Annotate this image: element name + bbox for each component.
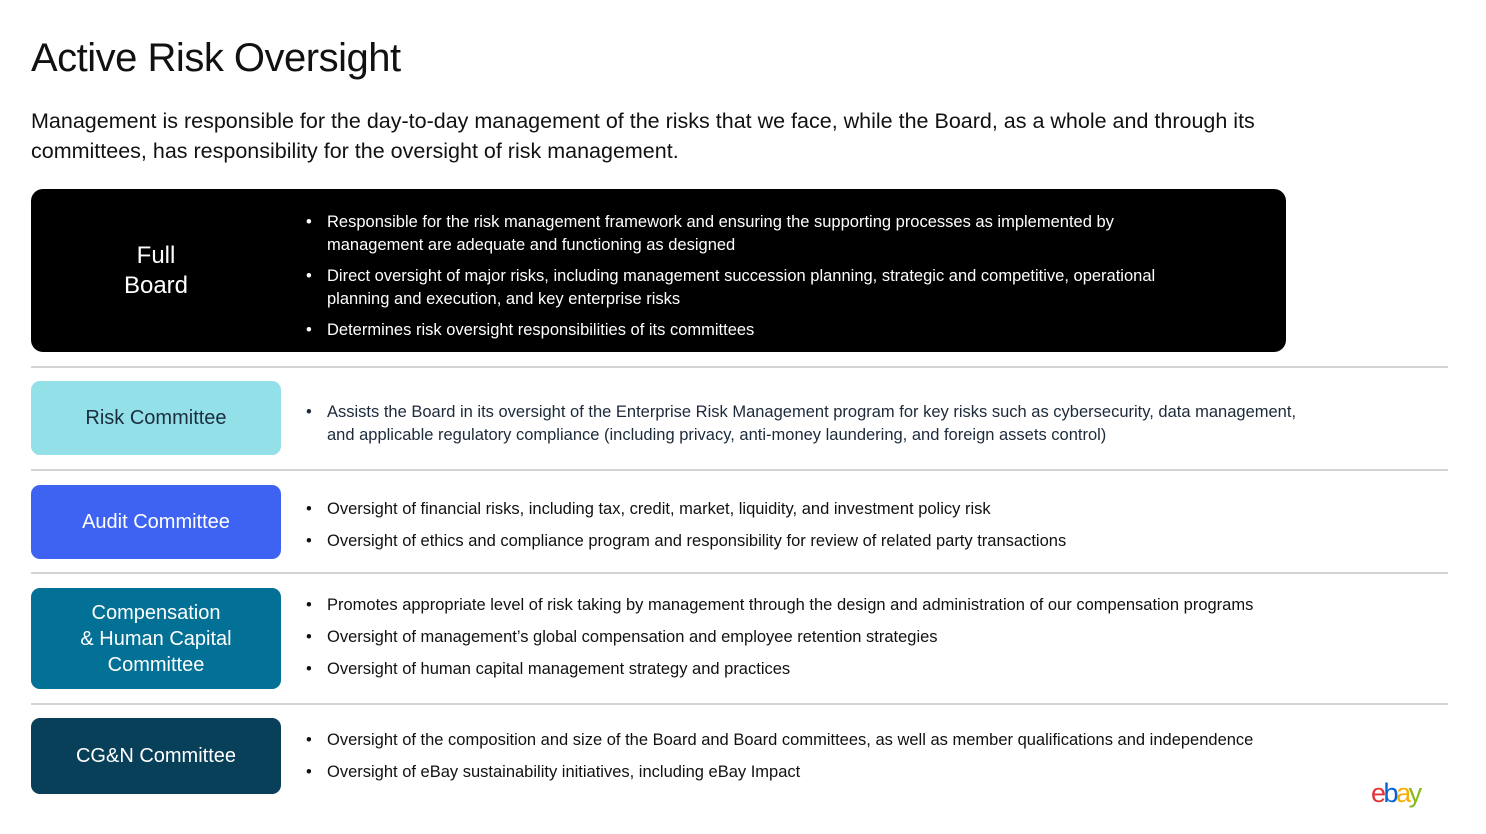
bullet-item: • Direct oversight of major risks, including management succession planning, strategic and competitive, operational planning and execution, and key enterprise risks bbox=[301, 265, 1201, 310]
bullet-item: • Determines risk oversight responsibilities of its committees bbox=[301, 319, 1201, 342]
logo-letter: e bbox=[1371, 778, 1384, 808]
bullet-item: • Oversight of ethics and compliance program and responsibility for review of related party transactions bbox=[301, 530, 1301, 553]
compensation-committee-badge: Compensation & Human Capital Committee bbox=[31, 588, 281, 689]
ebay-logo bbox=[1371, 778, 1420, 809]
logo-letter: b bbox=[1383, 778, 1397, 808]
cgn-committee-bullets bbox=[301, 729, 1301, 793]
intro-paragraph: Management is responsible for the day-to-day management of the risks that we face, while the Board, as a whole and through its committees, has responsibility for the oversight of risk management. bbox=[31, 109, 1255, 163]
bullet-item: • Responsible for the risk management framework and ensuring the supporting processes as implemented by management are adequate and functioning as designed bbox=[301, 211, 1201, 256]
compensation-committee-bullets bbox=[301, 594, 1301, 690]
risk-committee-badge: Risk Committee bbox=[31, 381, 281, 455]
full-board-panel bbox=[31, 189, 1286, 352]
bullet-item: • Promotes appropriate level of risk taking by management through the design and administration of our compensation programs bbox=[301, 594, 1301, 617]
bullet-item: • Oversight of financial risks, including tax, credit, market, liquidity, and investment policy risk bbox=[301, 498, 1301, 521]
bullet-item: • Oversight of human capital management strategy and practices bbox=[301, 658, 1301, 681]
row-divider bbox=[31, 366, 1448, 368]
logo-letter: y bbox=[1408, 778, 1420, 808]
row-divider bbox=[31, 572, 1448, 574]
cgn-committee-badge: CG&N Committee bbox=[31, 718, 281, 794]
page-title: Active Risk Oversight bbox=[31, 36, 401, 80]
risk-committee-bullets bbox=[301, 401, 1301, 456]
bullet-item: • Oversight of eBay sustainability initiatives, including eBay Impact bbox=[301, 761, 1301, 784]
full-board-label: Full Board bbox=[123, 241, 189, 299]
full-board-bullets bbox=[301, 211, 1201, 351]
row-divider bbox=[31, 469, 1448, 471]
audit-committee-bullets bbox=[301, 498, 1301, 562]
bullet-item: • Assists the Board in its oversight of the Enterprise Risk Management program for key risks such as cybersecurity, data management, and applicable regulatory compliance (including privacy, anti-money laundering, and foreign assets control) bbox=[301, 401, 1301, 446]
bullet-item: • Oversight of the composition and size of the Board and Board committees, as well as member qualifications and independence bbox=[301, 729, 1301, 752]
row-divider bbox=[31, 703, 1448, 705]
audit-committee-badge: Audit Committee bbox=[31, 485, 281, 559]
logo-letter: a bbox=[1396, 778, 1409, 808]
bullet-item: • Oversight of management’s global compensation and employee retention strategies bbox=[301, 626, 1301, 649]
